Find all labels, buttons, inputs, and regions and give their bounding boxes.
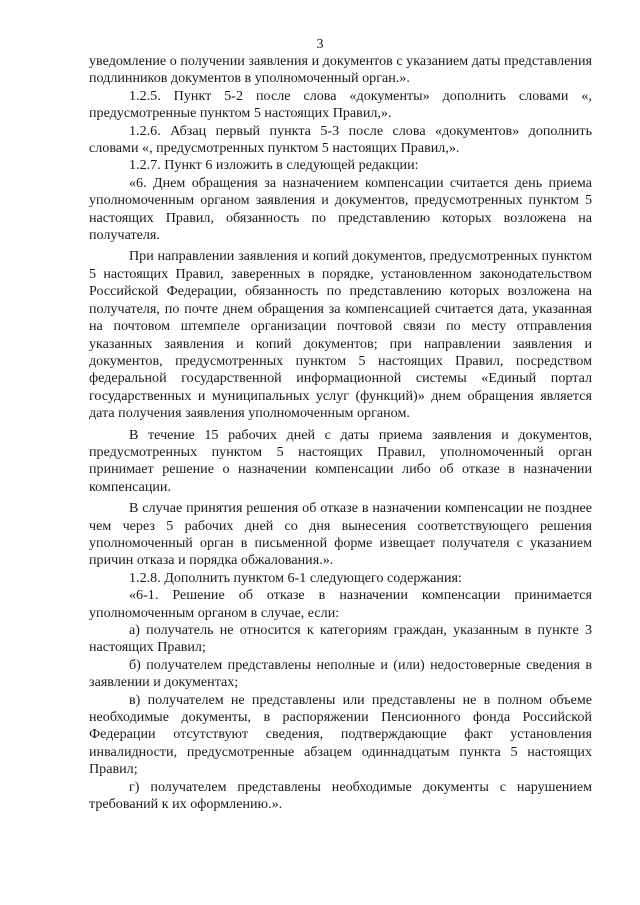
document-body [89,53,592,813]
paragraph: а) получатель не относится к категориям граждан, указанным в пункте 3 настоящих Правил; [89,622,592,656]
paragraph: б) получателем представлены неполные и (или) недостоверные сведения в заявлении и документах; [89,656,592,691]
paragraph: «6-1. Решение об отказе в назначении компенсации принимается уполномоченным органом в случае, если: [89,587,592,621]
paragraph: 1.2.5. Пункт 5-2 после слова «документы» дополнить словами «, предусмотренные пунктом 5 настоящих Правил,». [89,87,592,122]
paragraph: в) получателем не представлены или представлены не в полном объеме необходимые документы, в распоряжении Пенсионного фонда Российской Федерации отсутствуют сведения, подтверждающие факт установления инвалидности, предусмотренные абзацем одиннадцатым пункта 5 настоящих Правил; [89,691,592,778]
paragraph: г) получателем представлены необходимые документы с нарушением требований к их оформлению.». [89,778,592,813]
paragraph: При направлении заявления и копий документов, предусмотренных пунктом 5 настоящих Правил, заверенных в порядке, установленном законодательством Российской Федерации, обязанность по представлению которых возложена на получателя, по почте днем обращения за компенсацией считается дата, указанная на почтовом штемпеле организации почтовой связи по месту отправления указанных заявления и копий документов; при направлении заявления и документов, предусмотренных пунктом 5 настоящих Правил, посредством федеральной государственной информационной системы «Единый портал государственных и муниципальных услуг (функций)» днем обращения является дата получения заявления уполномоченным органом. [89,248,592,422]
paragraph: «6. Днем обращения за назначением компенсации считается день приема уполномоченным органом заявления и документов, предусмотренных пунктом 5 настоящих Правил, обязанность по представлению которых возложена на получателя. [89,174,592,244]
paragraph: В течение 15 рабочих дней с даты приема заявления и документов, предусмотренных пунктом 5 настоящих Правил, уполномоченный орган принимает решение о назначении компенсации либо об отказе в назначении компенсации. [89,426,592,495]
paragraph: В случае принятия решения об отказе в назначении компенсации не позднее чем через 5 рабочих дней со дня вынесения соответствующего решения уполномоченный орган в письменной форме извещает получателя с указанием причин отказа и порядка обжалования.». [89,500,592,569]
paragraph: 1.2.7. Пункт 6 изложить в следующей редакции: [129,157,419,174]
paragraph: 1.2.8. Дополнить пунктом 6-1 следующего содержания: [129,569,462,586]
paragraph: уведомление о получении заявления и документов с указанием даты представления подлинников документов в уполномоченный орган.». [89,53,592,87]
page-number: 3 [316,36,324,52]
paragraph: 1.2.6. Абзац первый пункта 5-3 после слова «документов» дополнить словами «, предусмотренных пунктом 5 настоящих Правил,». [89,122,592,157]
